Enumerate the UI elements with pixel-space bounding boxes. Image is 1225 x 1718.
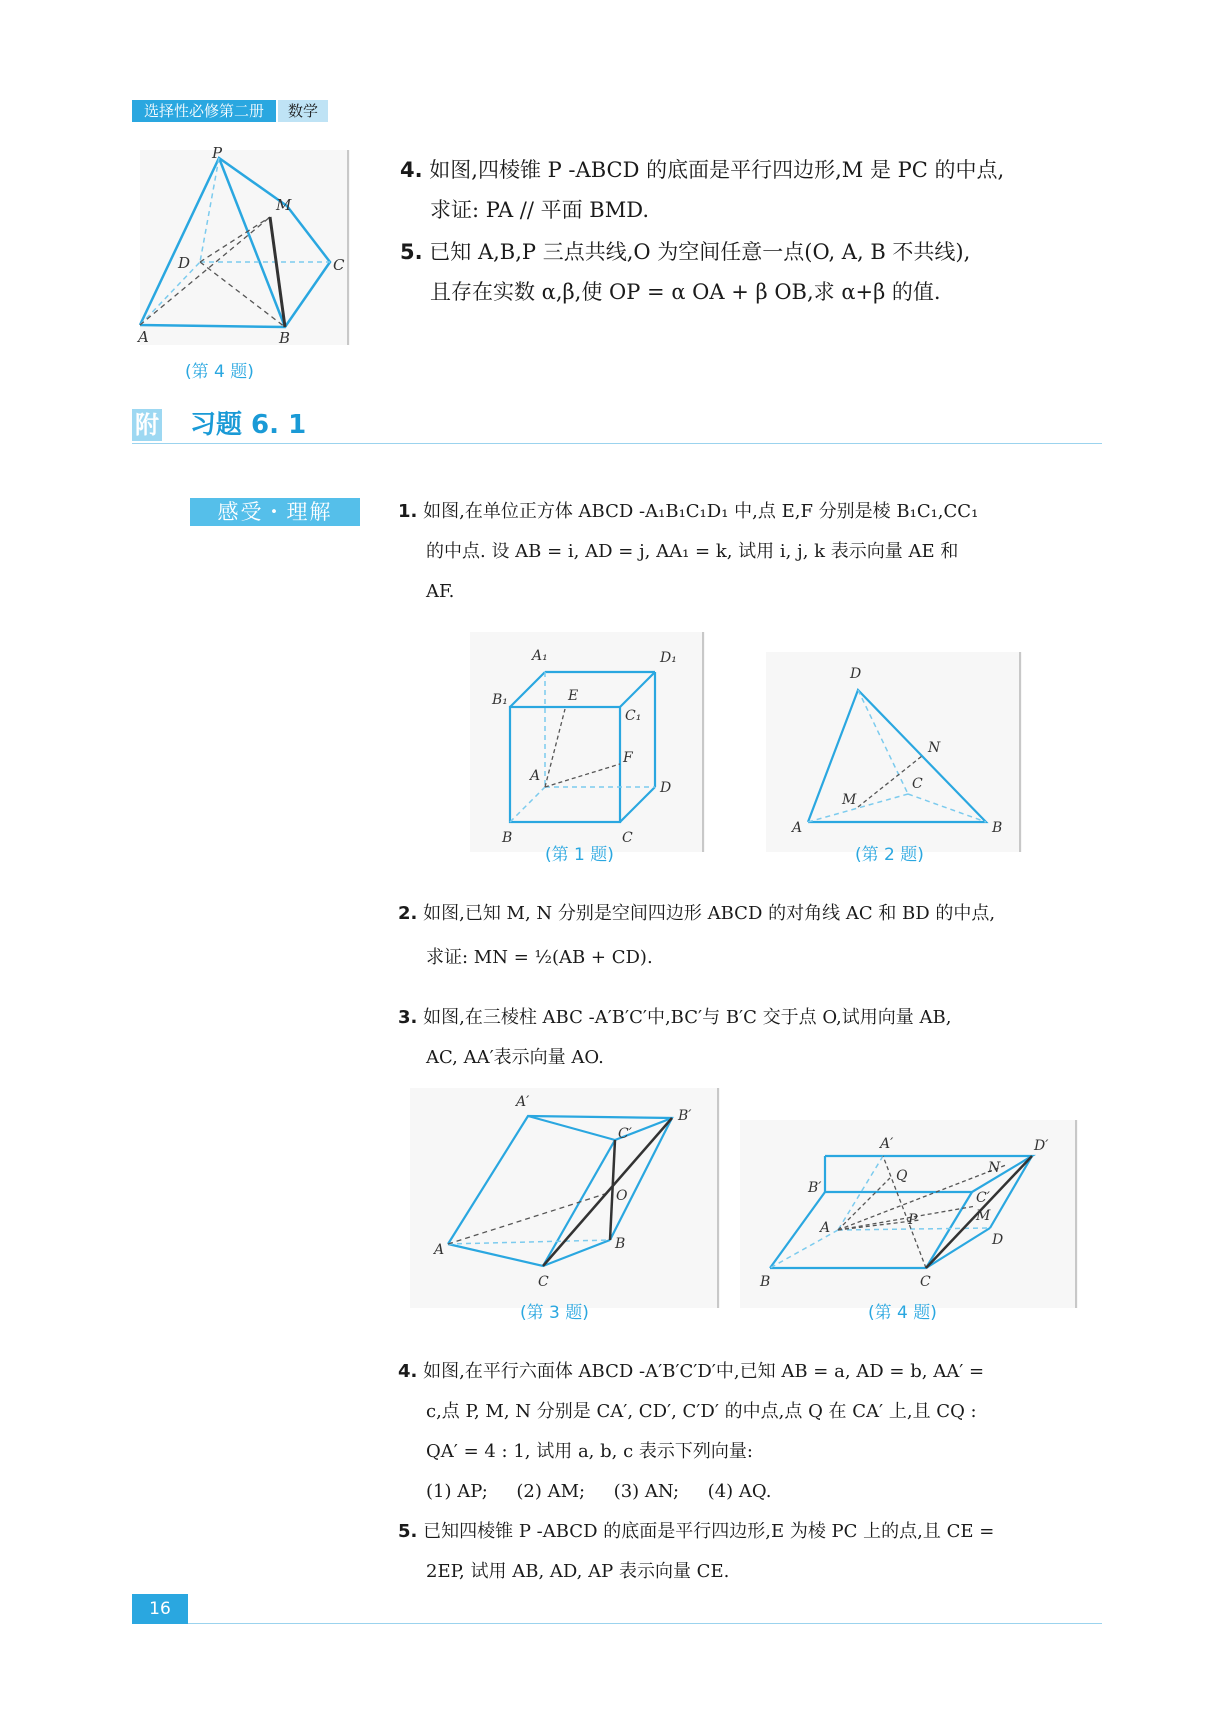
label-M: M: [842, 792, 857, 808]
label-A: A: [434, 1242, 445, 1258]
label-N: N: [928, 740, 941, 756]
section-prefix: 附: [132, 409, 162, 441]
exercise-number: 5.: [398, 1521, 418, 1542]
fig-caption: (第 4 题): [868, 1303, 937, 1323]
category-tag: 感受・理解: [190, 498, 360, 526]
label-B: B: [502, 830, 513, 846]
exercise-2: [398, 892, 1108, 980]
exercise-text: 已知 A,B,P 三点共线,O 为空间任意一点(O, A, B 不共线),: [429, 240, 971, 264]
label-M: M: [276, 196, 292, 214]
label-C: C: [538, 1274, 549, 1290]
page-number: 16: [132, 1594, 188, 1624]
exercise-text: c,点 P, M, N 分别是 CA′, CD′, C′D′ 的中点,点 Q 在 CA′ 上,且 CQ :: [426, 1401, 977, 1422]
fig-caption: (第 3 题): [520, 1303, 589, 1323]
exercise-text: QA′ = 4 : 1, 试用 a, b, c 表示下列向量:: [426, 1441, 753, 1462]
exercise-subparts: (1) AP; (2) AM; (3) AN; (4) AQ.: [426, 1481, 772, 1502]
label-A: A: [530, 768, 541, 784]
figure-pyramid: [138, 144, 350, 347]
footer-divider: [188, 1623, 1102, 1624]
figure-parallelepiped: [740, 1120, 1078, 1308]
exercise-number: 3.: [398, 1007, 418, 1028]
exercise-text: 如图,在三棱柱 ABC -A′B′C′中,BC′与 B′C 交于点 O,试用向量 AB,: [423, 1007, 952, 1028]
label-C: C: [912, 776, 923, 792]
exercise-number: 2.: [398, 903, 418, 924]
figure-prism: [410, 1088, 720, 1308]
label-D: D: [178, 254, 191, 272]
exercise-number: 4.: [398, 1361, 418, 1382]
exercise-text: 如图,在单位正方体 ABCD -A₁B₁C₁D₁ 中,点 E,F 分别是棱 B₁C₁,CC₁: [423, 501, 979, 522]
subject-label: 数学: [278, 100, 328, 122]
exercise-text: 的中点. 设 AB = i, AD = j, AA₁ = k, 试用 i, j, k 表示向量 AE 和: [426, 541, 959, 562]
label-D: D: [992, 1232, 1004, 1248]
label-A: A: [820, 1220, 831, 1236]
exercise-number: 1.: [398, 501, 418, 522]
exercise-1: [398, 492, 1108, 612]
exercise-5: [398, 1512, 1108, 1592]
label-B-prime: B′: [678, 1108, 692, 1124]
label-B1: B₁: [492, 692, 508, 708]
exercise-text: 且存在实数 α,β,使 OP = α OA + β OB,求 α+β 的值.: [430, 280, 941, 304]
label-N: N: [988, 1160, 1001, 1176]
label-C: C: [333, 256, 345, 274]
label-Q: Q: [896, 1168, 908, 1184]
fig-caption: (第 4 题): [185, 362, 254, 382]
label-A-prime: A′: [880, 1136, 894, 1152]
exercise-text: AF.: [426, 581, 455, 602]
exercise-number: 5.: [400, 240, 423, 264]
section-header: [132, 407, 1102, 444]
fig-caption: (第 2 题): [855, 845, 924, 865]
label-B: B: [279, 329, 291, 347]
fig-caption: (第 1 题): [545, 845, 614, 865]
exercise-text: 2EP, 试用 AB, AD, AP 表示向量 CE.: [426, 1561, 730, 1582]
label-B: B: [760, 1274, 771, 1290]
header-tag: [132, 100, 328, 122]
exercise-text: 如图,已知 M, N 分别是空间四边形 ABCD 的对角线 AC 和 BD 的中点,: [423, 903, 996, 924]
label-D: D: [660, 780, 672, 796]
label-C-prime: C′: [976, 1190, 990, 1206]
exercise-text: 如图,在平行六面体 ABCD -A′B′C′D′中,已知 AB = a, AD = b, AA′ =: [423, 1361, 985, 1382]
exercise-text: 求证: MN = ½(AB + CD).: [426, 947, 653, 968]
figure-tetrahedron: [766, 652, 1022, 852]
top-exercise-4: [400, 150, 1110, 230]
label-E: E: [568, 688, 579, 704]
label-D: D: [850, 666, 862, 682]
label-B: B: [615, 1236, 626, 1252]
exercise-text: 已知四棱锥 P -ABCD 的底面是平行四边形,E 为棱 PC 上的点,且 CE =: [423, 1521, 995, 1542]
label-C1: C₁: [625, 708, 642, 724]
label-D-prime: D′: [1034, 1138, 1049, 1154]
label-B: B: [992, 820, 1003, 836]
label-P: P: [212, 144, 223, 162]
label-C: C: [622, 830, 633, 846]
label-B-prime: B′: [808, 1180, 822, 1196]
label-P: P: [908, 1212, 918, 1228]
label-C: C: [920, 1274, 931, 1290]
label-C-prime: C′: [618, 1126, 632, 1142]
section-title: 习题 6. 1: [190, 410, 307, 440]
exercise-3: [398, 998, 1108, 1078]
label-D1: D₁: [660, 650, 677, 666]
label-A: A: [138, 328, 149, 346]
label-F: F: [623, 750, 633, 766]
exercise-4: [398, 1352, 1108, 1512]
label-A: A: [792, 820, 803, 836]
label-A1: A₁: [532, 648, 548, 664]
top-exercise-5: [400, 232, 1110, 312]
exercise-text: 如图,四棱锥 P -ABCD 的底面是平行四边形,M 是 PC 的中点,: [429, 158, 1005, 182]
label-M: M: [976, 1208, 991, 1224]
label-O: O: [616, 1188, 628, 1204]
exercise-text: 求证: PA // 平面 BMD.: [430, 198, 649, 222]
exercise-number: 4.: [400, 158, 423, 182]
label-A-prime: A′: [516, 1094, 530, 1110]
book-title: 选择性必修第二册: [132, 100, 276, 122]
figure-cube: [470, 632, 705, 852]
exercise-text: AC, AA′表示向量 AO.: [426, 1047, 604, 1068]
